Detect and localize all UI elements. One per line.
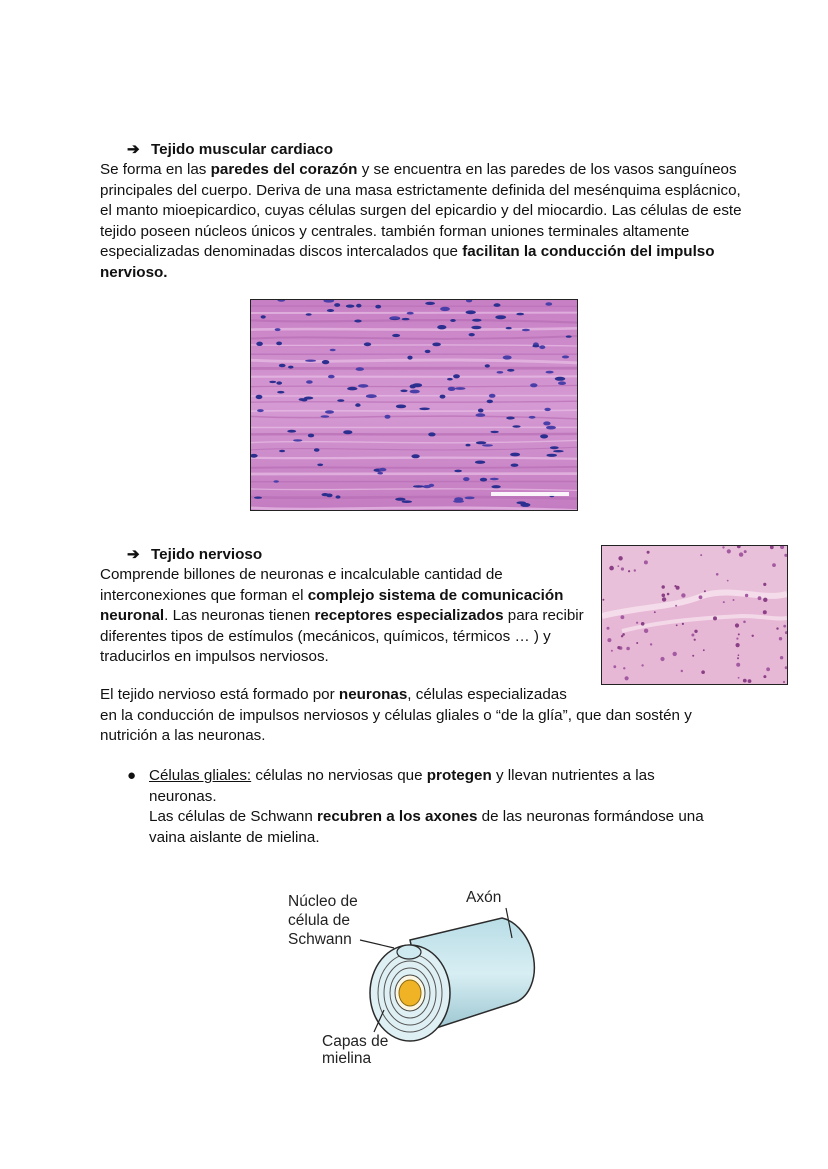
glial-cells-bullet	[127, 766, 727, 848]
text-run: protegen	[426, 767, 492, 784]
text-run: recubren a los axones	[317, 808, 478, 826]
section-heading-nervous	[127, 545, 262, 566]
paragraph-nervous	[100, 565, 600, 668]
text-run: neuronas	[338, 686, 408, 703]
label-myelin-2: mielina	[322, 1050, 372, 1067]
text-run: El tejido nervioso está formado por	[100, 686, 339, 703]
text-run: y llevan nutrientes a las neuronas.	[149, 767, 655, 805]
text-run: paredes del corazón	[210, 161, 358, 178]
text-run: Se forma en las	[100, 161, 211, 178]
text-run: . Las neuronas tienen	[164, 607, 315, 625]
paragraph-nervous-composition	[100, 685, 740, 747]
heading-text: Tejido nervioso	[151, 546, 263, 563]
arrow-icon: ➔	[127, 546, 140, 563]
text-run: , células especializadas	[407, 686, 567, 703]
text-run: receptores especializados	[314, 607, 504, 625]
text-run: de las neuronas formándose una vaina aislante de mielina.	[149, 808, 704, 846]
text-run: para recibir diferentes tipos de estímulos (mecánicos, químicos, térmicos … ) y traducirlos en impulsos nerviosos.	[100, 607, 584, 666]
text-run: en la conducción de impulsos nerviosos y células gliales o “de la glía”, que dan sostén y nutrición a las neuronas.	[100, 706, 692, 745]
section-heading-muscle	[127, 140, 333, 161]
text-run: Comprende billones de neuronas e incalculable cantidad de interconexiones que forman el	[100, 566, 503, 604]
label-nucleus-3: Schwann	[288, 931, 352, 948]
label-axon: Axón	[466, 889, 502, 906]
arrow-icon: ➔	[127, 141, 140, 158]
label-nucleus-2: célula de	[288, 912, 351, 929]
text-run: Células gliales:	[149, 767, 252, 784]
bullet-line-2	[149, 807, 719, 848]
nervous-tissue-micrograph	[601, 545, 788, 685]
text-run: células no nerviosas que	[251, 767, 427, 784]
text-run: complejo sistema de comunicación neuronal	[100, 586, 564, 625]
heading-text: Tejido muscular cardiaco	[151, 141, 334, 158]
label-nucleus-1: Núcleo de	[288, 893, 358, 910]
text-run: Las células de Schwann	[149, 808, 318, 826]
text-run: facilitan la conducción del impulso nervioso.	[100, 243, 715, 281]
bullet-icon: ●	[127, 767, 137, 784]
schwann-cell-diagram	[280, 880, 550, 1070]
paragraph-muscle	[100, 160, 750, 284]
bullet-line-1	[149, 766, 719, 807]
label-myelin-1: Capas de	[322, 1033, 389, 1050]
text-run: y se encuentra en las paredes de los vasos sanguíneos principales del cuerpo. Deriva de una masa estrictamente definida del mesénquima esplácnico, el manto mioepicardico, cuyas células surgen del epicardio y del miocardio. Las células de este tejido poseen núcleos únicos y centrales. también forman uniones terminales altamente especializadas denominadas discos intercalados que	[100, 161, 742, 261]
cardiac-muscle-micrograph	[250, 299, 578, 511]
